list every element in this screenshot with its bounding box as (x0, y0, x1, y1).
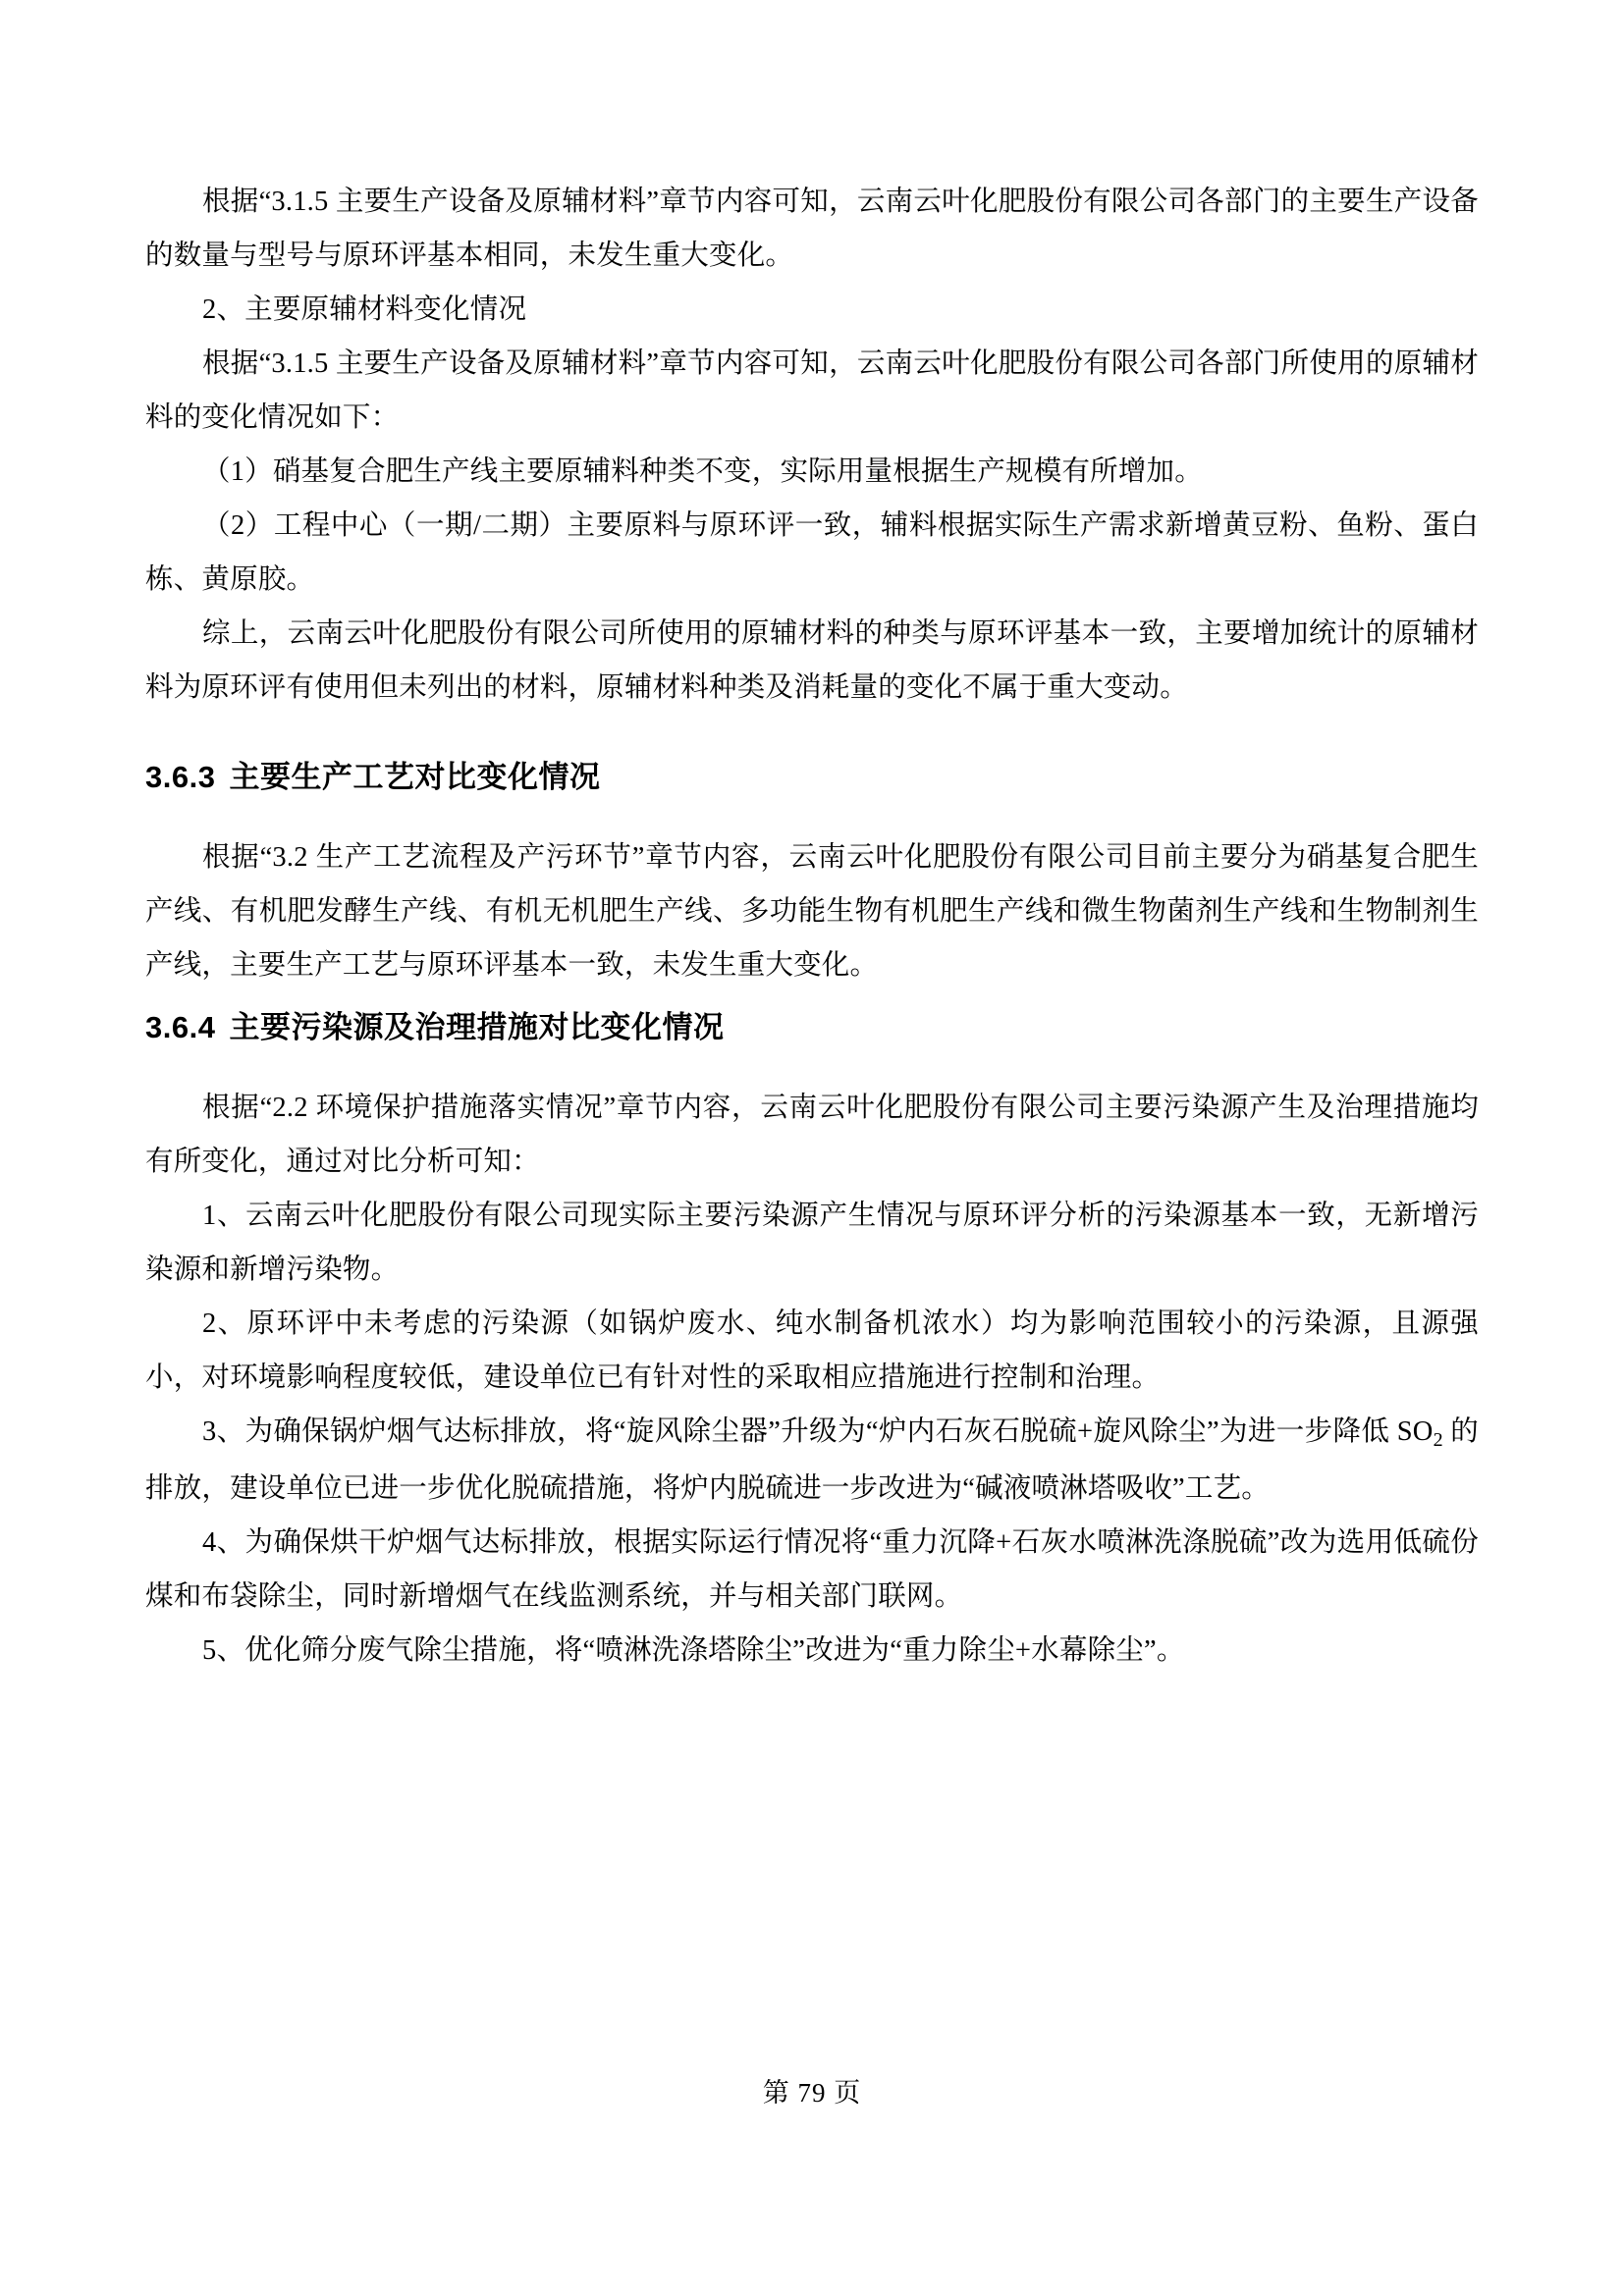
paragraph: 根据“3.2 生产工艺流程及产污环节”章节内容，云南云叶化肥股份有限公司目前主要分为硝基复合肥生产线、有机肥发酵生产线、有机无机肥生产线、多功能生物有机肥生产线和微生物菌剂生产线和生物制剂生产线，主要生产工艺与原环评基本一致，未发生重大变化。 (145, 842, 1479, 981)
subscript: 2 (1433, 1429, 1443, 1451)
section-title: 主要生产工艺对比变化情况 (229, 760, 601, 794)
section-heading-364 (145, 1002, 1479, 1053)
paragraph: 根据“3.1.5 主要生产设备及原辅材料”章节内容可知，云南云叶化肥股份有限公司各部门所使用的原辅材料的变化情况如下： (145, 348, 1479, 433)
paragraph-text-part1: 3、为确保锅炉烟气达标排放，将“旋风除尘器”升级为“炉内石灰石脱硫+旋风除尘”为进一步降低 SO (202, 1416, 1434, 1447)
spacer (145, 715, 1479, 752)
spacer (145, 803, 1479, 830)
paragraph: 1、云南云叶化肥股份有限公司现实际主要污染源产生情况与原环评分析的污染源基本一致，无新增污染源和新增污染物。 (145, 1201, 1479, 1285)
paragraph: 4、为确保烘干炉烟气达标排放，根据实际运行情况将“重力沉降+石灰水喷淋洗涤脱硫”改为选用低硫份煤和布袋除尘，同时新增烟气在线监测系统，并与相关部门联网。 (145, 1527, 1479, 1612)
section-heading-363 (145, 752, 1479, 803)
spacer (145, 1053, 1479, 1081)
section-number: 3.6.3 (145, 760, 216, 794)
paragraph-with-subscript (145, 1405, 1479, 1516)
paragraph: 2、主要原辅材料变化情况 (202, 294, 527, 325)
section-title: 主要污染源及治理措施对比变化情况 (229, 1010, 725, 1044)
page-footer (0, 2071, 1624, 2109)
spacer (145, 992, 1479, 1002)
paragraph-text-part2: 的排放，建设单位已进一步优化脱硫措施，将炉内脱硫进一步改进为“碱液喷淋塔吸收”工艺。 (145, 1416, 1479, 1504)
paragraph: 根据“3.1.5 主要生产设备及原辅材料”章节内容可知，云南云叶化肥股份有限公司各部门的主要生产设备的数量与型号与原环评基本相同，未发生重大变化。 (145, 187, 1479, 271)
document-body (145, 175, 1479, 1678)
paragraph: 根据“2.2 环境保护措施落实情况”章节内容，云南云叶化肥股份有限公司主要污染源产生及治理措施均有所变化，通过对比分析可知： (145, 1093, 1479, 1177)
paragraph: （2）工程中心（一期/二期）主要原料与原环评一致，辅料根据实际生产需求新增黄豆粉、鱼粉、蛋白栋、黄原胶。 (145, 510, 1479, 595)
page-number-label: 第 79 页 (762, 2078, 862, 2108)
paragraph: 综上，云南云叶化肥股份有限公司所使用的原辅材料的种类与原环评基本一致，主要增加统计的原辅材料为原环评有使用但未列出的材料，原辅材料种类及消耗量的变化不属于重大变动。 (145, 618, 1479, 703)
paragraph: （1）硝基复合肥生产线主要原辅料种类不变，实际用量根据生产规模有所增加。 (202, 456, 1203, 487)
paragraph: 5、优化筛分废气除尘措施，将“喷淋洗涤塔除尘”改进为“重力除尘+水幕除尘”。 (202, 1635, 1185, 1666)
section-number: 3.6.4 (145, 1010, 216, 1044)
paragraph: 2、原环评中未考虑的污染源（如锅炉废水、纯水制备机浓水）均为影响范围较小的污染源，且源强小，对环境影响程度较低，建设单位已有针对性的采取相应措施进行控制和治理。 (145, 1308, 1479, 1393)
